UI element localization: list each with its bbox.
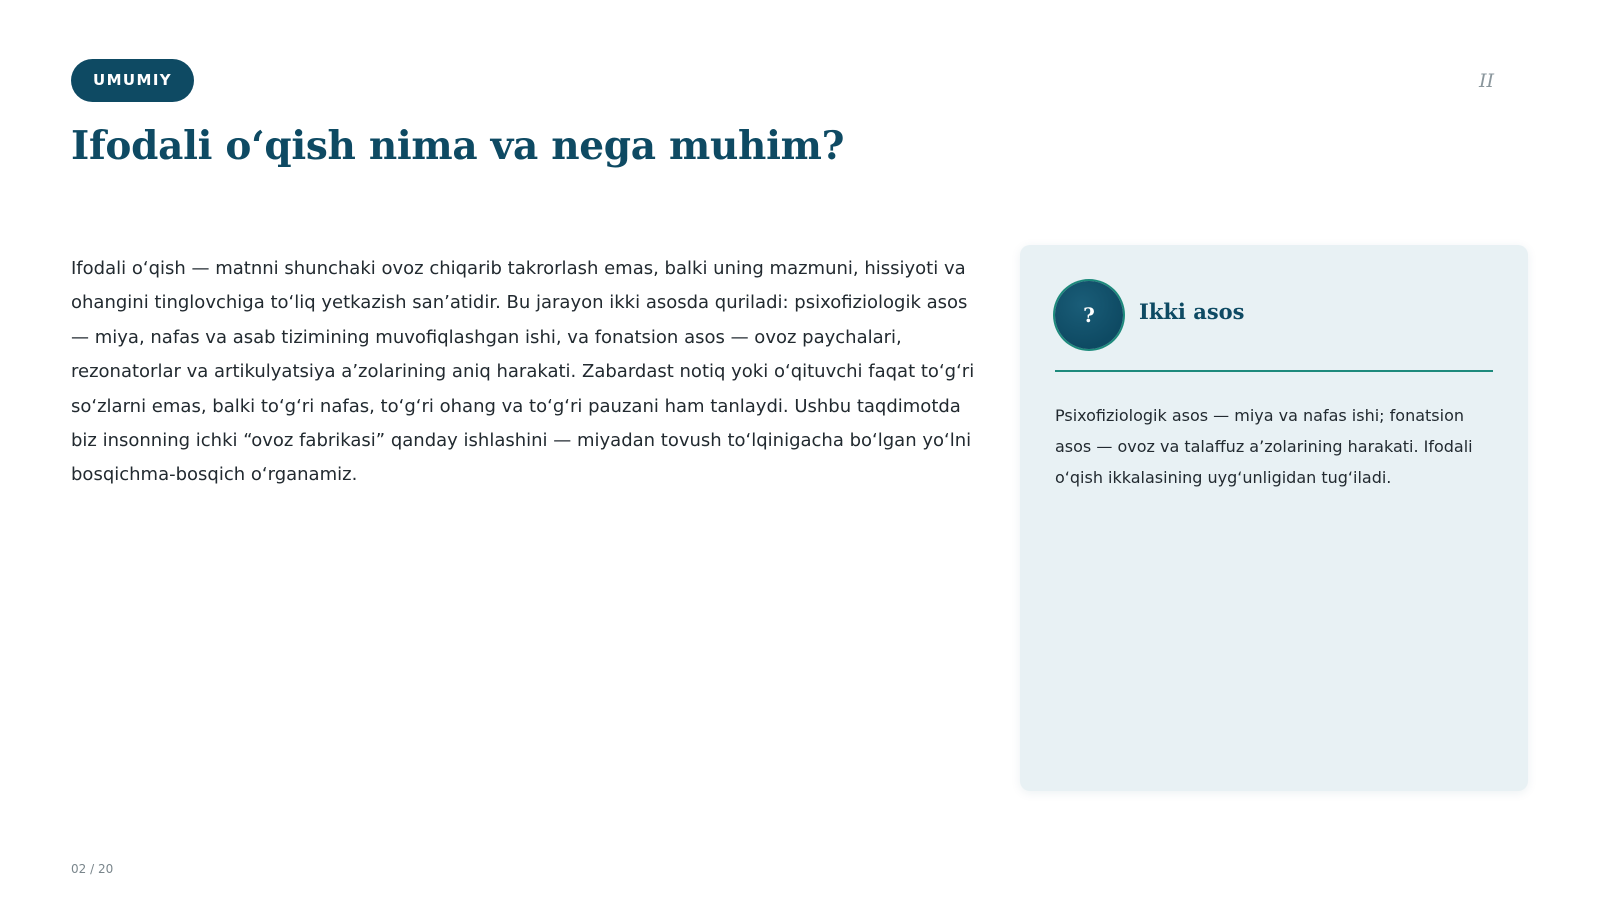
card-title: Ikki asos — [1139, 299, 1245, 324]
slide-title: Ifodali o‘qish nima va nega muhim? — [71, 123, 845, 169]
body-paragraph: Ifodali o‘qish — matnni shunchaki ovoz chiqarib takrorlash emas, balki uning mazmuni, hissiyoti va ohangini tinglovchiga to‘liq yetkazish san’atidir. Bu jarayon ikki asosda quriladi: psixofiziologik asos — miya, nafas va asab tizimining muvofiqlashgan ishi, va fonatsion asos — ovoz paychalari, rezonatorlar va artikulyatsiya a’zolarining aniq harakati. Zabardast notiq yoki o‘qituvchi faqat to‘g‘ri so‘zlarni emas, balki to‘g‘ri nafas, to‘g‘ri ohang va to‘g‘ri pauzani ham tanlaydi. Ushbu taqdimotda biz insonning ichki “ovoz fabrikasi” qanday ishlashini — miyadan tovush to‘lqinigacha bo‘lgan yo‘lni bosqichma-bosqich o‘rganamiz. — [71, 258, 975, 486]
info-card — [1020, 245, 1528, 791]
card-text: Psixofiziologik asos — miya va nafas ishi; fonatsion asos — ovoz va talaffuz a’zolarining harakati. Ifodali o‘qish ikkalasining uyg‘unligidan tug‘iladi. — [1055, 406, 1473, 487]
card-divider — [1055, 370, 1493, 372]
section-numeral: II — [1478, 70, 1494, 92]
question-mark-icon: ? — [1055, 281, 1123, 349]
page-indicator: 02 / 20 — [71, 862, 114, 876]
section-badge: UMUMIY — [71, 59, 194, 102]
